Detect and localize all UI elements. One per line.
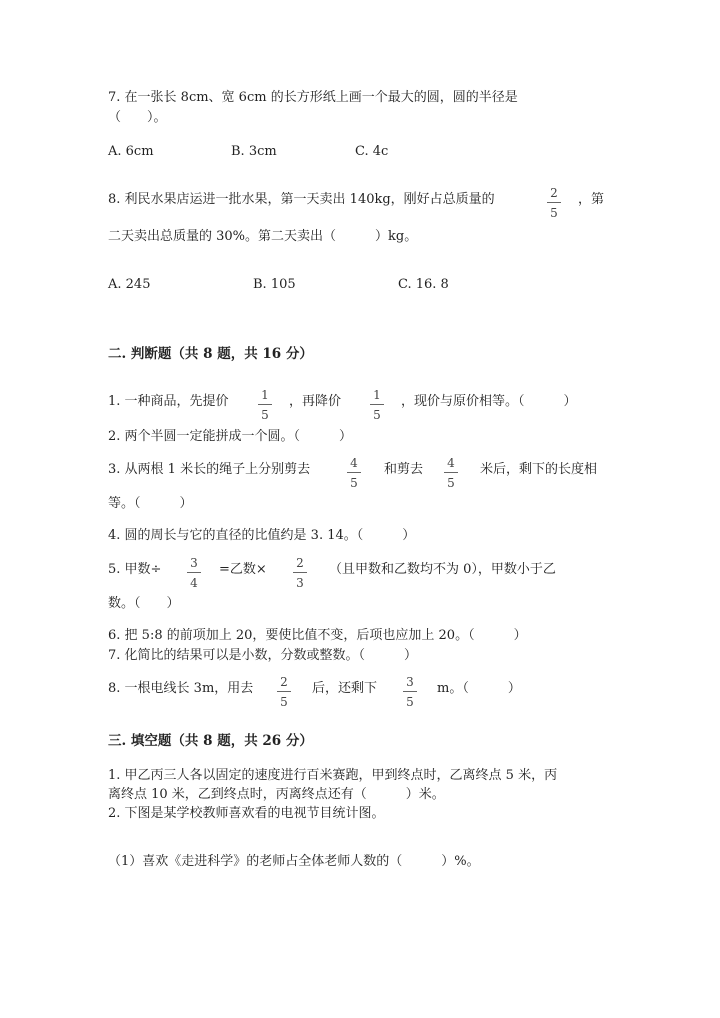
fraction-bar <box>258 404 272 405</box>
fraction-numerator: 2 <box>296 556 304 570</box>
fraction-numerator: 4 <box>447 456 455 470</box>
f1-text-line1: 1. 甲乙丙三人各以固定的速度进行百米赛跑，甲到终点时，乙离终点 5 米，丙 <box>108 768 558 783</box>
j3-fraction-1 <box>346 456 362 490</box>
fraction-denominator: 5 <box>280 695 288 709</box>
q8-option-b: B. 105 <box>253 277 296 292</box>
j5-text-a: 5. 甲数÷ <box>108 562 162 577</box>
q7-option-a: A. 6cm <box>108 144 154 159</box>
fraction-numerator: 3 <box>190 556 198 570</box>
j1-fraction-2 <box>369 388 385 422</box>
f2-sub1-text: （1）喜欢《走进科学》的老师占全体老师人数的（ ）%。 <box>108 854 480 869</box>
j8-fraction-1 <box>276 675 292 709</box>
j8-text-c: m。（ ） <box>437 681 521 696</box>
fraction-denominator: 5 <box>261 408 269 422</box>
fraction-bar <box>277 691 291 692</box>
fraction-denominator: 4 <box>190 576 198 590</box>
j1-text-c: ，现价与原价相等。（ ） <box>401 394 577 409</box>
q7-option-c: C. 4c <box>355 144 389 159</box>
fraction-bar <box>403 691 417 692</box>
fraction-bar <box>347 472 361 473</box>
j8-text-b: 后，还剩下 <box>312 681 378 696</box>
fraction-bar <box>187 572 201 573</box>
j1-fraction-1 <box>257 388 273 422</box>
q8-text-line1-end: ，第 <box>578 192 605 207</box>
q8-text-line2: 二天卖出总质量的 30%。第二天卖出（ ）kg。 <box>108 229 418 244</box>
q8-option-c: C. 16. 8 <box>398 277 449 292</box>
j2-text: 2. 两个半圆一定能拼成一个圆。（ ） <box>108 429 353 444</box>
j6-text: 6. 把 5:8 的前项加上 20，要使比值不变，后项也应加上 20。（ ） <box>108 628 527 643</box>
fraction-numerator: 1 <box>261 388 269 402</box>
fraction-denominator: 5 <box>550 206 558 220</box>
j4-text: 4. 圆的周长与它的直径的比值约是 3. 14。（ ） <box>108 528 416 543</box>
j3-text-line2: 等。（ ） <box>108 496 193 511</box>
fraction-numerator: 3 <box>406 675 414 689</box>
fraction-denominator: 5 <box>373 408 381 422</box>
j5-text-line2: 数。（ ） <box>108 596 180 611</box>
fraction-denominator: 3 <box>296 576 304 590</box>
q7-text-line2: （ ）。 <box>108 110 167 125</box>
fraction-denominator: 5 <box>350 476 358 490</box>
fraction-bar <box>547 202 561 203</box>
f2-text: 2. 下图是某学校教师喜欢看的电视节目统计图。 <box>108 806 385 821</box>
q7-option-b: B. 3cm <box>231 144 277 159</box>
j3-text-b: 和剪去 <box>384 462 424 477</box>
j8-text-a: 8. 一根电线长 3m，用去 <box>108 681 254 696</box>
fraction-numerator: 2 <box>550 186 558 200</box>
j8-fraction-2 <box>402 675 418 709</box>
fraction-numerator: 4 <box>350 456 358 470</box>
j1-text-a: 1. 一种商品，先提价 <box>108 394 229 409</box>
q8-fraction <box>546 186 562 220</box>
section3-title: 三. 填空题（共 8 题，共 26 分） <box>108 733 313 749</box>
j3-text-c: 米后，剩下的长度相 <box>480 462 598 477</box>
section2-title: 二. 判断题（共 8 题，共 16 分） <box>108 346 313 362</box>
q7-text-line1: 7. 在一张长 8cm、宽 6cm 的长方形纸上画一个最大的圆，圆的半径是 <box>108 90 518 105</box>
fraction-denominator: 5 <box>406 695 414 709</box>
fraction-bar <box>293 572 307 573</box>
j3-text-a: 3. 从两根 1 米长的绳子上分别剪去 <box>108 462 311 477</box>
fraction-denominator: 5 <box>447 476 455 490</box>
j3-fraction-2 <box>443 456 459 490</box>
j7-text: 7. 化简比的结果可以是小数，分数或整数。（ ） <box>108 648 418 663</box>
q8-option-a: A. 245 <box>108 277 151 292</box>
j5-fraction-2 <box>292 556 308 590</box>
fraction-numerator: 2 <box>280 675 288 689</box>
q8-text-line1: 8. 利民水果店运进一批水果，第一天卖出 140kg，刚好占总质量的 <box>108 192 495 207</box>
j5-text-c: （且甲数和乙数均不为 0），甲数小于乙 <box>329 562 556 577</box>
j5-fraction-1 <box>186 556 202 590</box>
j1-text-b: ，再降价 <box>289 394 342 409</box>
f1-text-line2: 离终点 10 米，乙到终点时，丙离终点还有（ ）米。 <box>108 787 445 802</box>
fraction-numerator: 1 <box>373 388 381 402</box>
j5-text-b: =乙数× <box>219 562 267 577</box>
fraction-bar <box>444 472 458 473</box>
fraction-bar <box>370 404 384 405</box>
